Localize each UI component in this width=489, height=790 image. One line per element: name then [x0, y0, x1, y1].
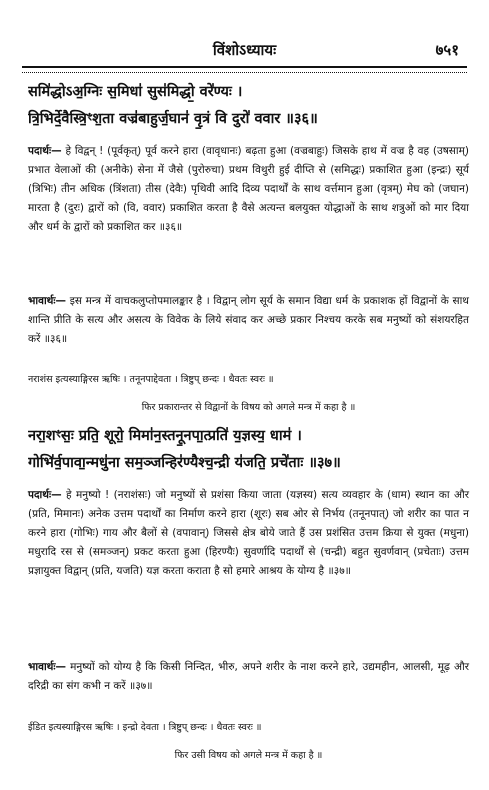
page-header — [0, 40, 489, 62]
mantra-36-line-1: समि॑द्धोऽअ॒ग्निः स॒मिधा॑ सुस॑मिद्धो॒ वरे॑ण्यः । — [28, 83, 243, 100]
bhavartha-label: भावार्थः— — [28, 661, 66, 673]
mantra-37-line-2: गोभि॑र्व॒पावा॒न्मधु॑ना सम॒ञ्जन्हिर॑ण्यैश्च॒न्द्री य॑जति॒ प्रचे॑ताः ॥३७॥ — [28, 454, 341, 471]
padartha-36 — [28, 142, 469, 237]
meta-37: नराशंस इत्यस्याङ्गिरस ऋषिः । तनूनपाद्देवता । त्रिष्टुप् छन्दः । धैवतः स्वरः ॥ — [28, 374, 274, 385]
padartha-label: पदार्थः— — [28, 145, 62, 157]
mantra-36 — [28, 78, 469, 132]
padartha-label: पदार्थः— — [28, 489, 62, 501]
padartha-37 — [28, 486, 469, 581]
chapter-title: विंशोऽध्यायः — [212, 41, 277, 59]
padartha-36-text: हे विद्वन् ! (पूर्वकृत्) पूर्व करने हारा (वावृधानः) बढ़ता हुआ (वज्रबाहुः) जिसके हाथ में वज्र है वह (उषसाम्) प्रभात वेलाओं की (अनीके) सेना में जैसे (पुरोरुचा) प्रथम विथुरी हुई दीप्ति से (समिद्धः) प्रकाशित हुआ (इन्द्रः) सूर्य (त्रिभिः) तीन अधिक (त्रिंशता) तीस (देवैः) पृथिवी आदि दिव्य पदार्थों के साथ वर्त्तमान हुआ (वृत्रम्) मेघ को (जघान) मारता है (दुरः) द्वारों को (वि, ववार) प्रकाशित करता है वैसे अत्यन्त बलयुक्त योद्धाओं के साथ शत्रुओं को मार दिया और धर्म के द्वारों को प्रकाशित कर ॥३६॥ — [28, 145, 469, 233]
padartha-37-text: हे मनुष्यो ! (नराशंसः) जो मनुष्यों से प्रशंसा किया जाता (यज्ञस्य) सत्य व्यवहार के (धाम) स्थान का और (प्रति, मिमानः) अनेक उत्तम पदार्थों का निर्माण करने हारा (शूरः) सब ओर से निर्भय (तनूनपात्) जो शरीर का पात न करने हारा (गोभिः) गाय और बैलों से (वपावान्) जिससे क्षेत्र बोये जाते हैं उस प्रशंसित उत्तम क्रिया से युक्त (मधुना) मधुरादि रस से (समञ्जन्) प्रकट करता हुआ (हिरण्यैः) सुवर्णादि पदार्थों से (चन्द्री) बहुत सुवर्णवान् (प्रचेताः) उत्तम प्रज्ञायुक्त विद्वान् (प्रति, यजति) यज्ञ करता कराता है सो हमारे आश्रय के योग्य है ॥३७॥ — [28, 489, 470, 577]
bhavartha-37 — [28, 658, 469, 696]
meta-38: ईडित इत्यस्याङ्गिरस ऋषिः । इन्द्रो देवता । त्रिष्टुप् छन्दः । धैवतः स्वरः ॥ — [28, 722, 262, 733]
page-number: ७५१ — [435, 41, 459, 59]
bhavartha-37-text: मनुष्यों को योग्य है कि किसी निन्दित, भीरु, अपने शरीर के नाश करने हारे, उद्यमहीन, आलसी, मूढ़ और दरिद्री का संग कभी न करें ॥३७॥ — [28, 661, 469, 692]
bhavartha-36 — [28, 292, 469, 349]
bhavartha-label: भावार्थः— — [28, 295, 66, 307]
mantra-37-line-1: नरा॒शꣳसः॒ प्रति॒ शूरो॒ मिमा॑न॒स्तनू॒नपा॒त्प्रति॑ य॒ज्ञस्य॒ धाम॑ । — [28, 427, 302, 444]
intro-37: फिर प्रकारान्तर से विद्वानों के विषय को अगले मन्त्र में कहा है ॥ — [141, 402, 356, 413]
mantra-36-line-2: त्रि॒भिर्दे॒वैस्त्रि॒ꣳश॒ता वज्र॑बाहुर्ज॒घान॑ वृ॒त्रं वि दुरो॑ ववार ॥३६॥ — [28, 110, 318, 127]
bhavartha-36-text: इस मन्त्र में वाचकलुप्तोपमालङ्कार है । विद्वान् लोग सूर्य के समान विद्या धर्म के प्रकाशक हों विद्वानों के साथ शान्ति प्रीति के सत्य और असत्य के विवेक के लिये संवाद कर अच्छे प्रकार निश्चय करके सब मनुष्यों को संशयरहित करें ॥३६॥ — [28, 295, 469, 345]
mantra-37 — [28, 422, 469, 476]
header-rule — [22, 66, 467, 73]
intro-38: फिर उसी विषय को अगले मन्त्र में कहा है ॥ — [174, 750, 323, 761]
